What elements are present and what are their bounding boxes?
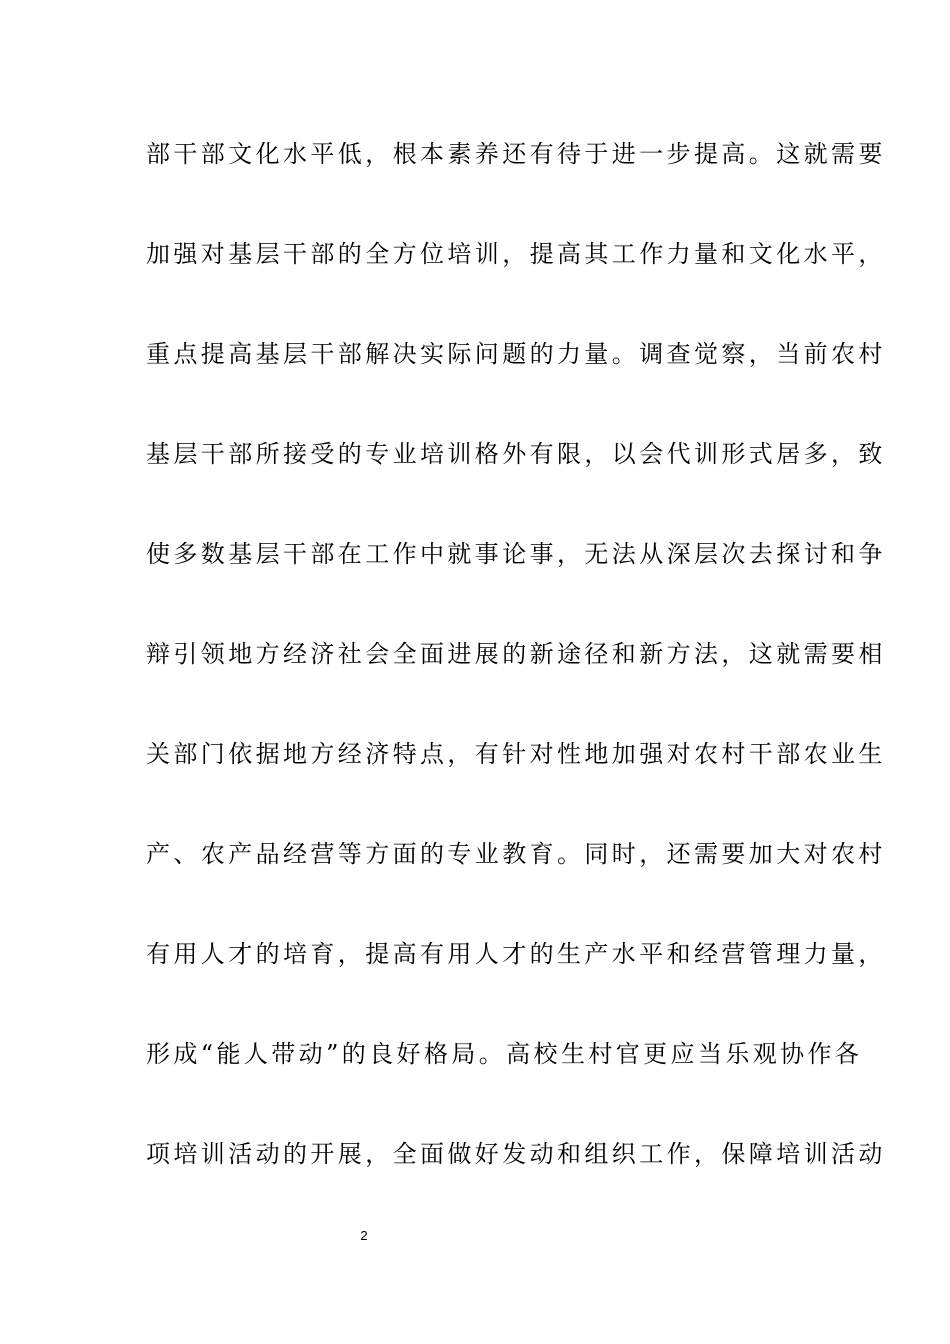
text-line: 有用人才的培育，提高有用人才的生产水平和经营管理力量，: [146, 940, 886, 968]
body-text: [146, 134, 886, 1234]
text-line: 辩引领地方经济社会全面进展的新途径和新方法，这就需要相: [146, 640, 886, 668]
text-line: 关部门依据地方经济特点，有针对性地加强对农村干部农业生: [146, 740, 886, 768]
text-line: 产、农产品经营等方面的专业教育。同时，还需要加大对农村: [146, 840, 886, 868]
text-line: 形成“能人带动”的良好格局。高校生村官更应当乐观协作各: [146, 1040, 863, 1068]
text-line: 加强对基层干部的全方位培训，提高其工作力量和文化水平，: [146, 240, 886, 268]
text-line: 基层干部所接受的专业培训格外有限，以会代训形式居多，致: [146, 440, 886, 468]
text-line: 项培训活动的开展，全面做好发动和组织工作，保障培训活动: [146, 1140, 886, 1168]
text-line: 使多数基层干部在工作中就事论事，无法从深层次去探讨和争: [146, 540, 886, 568]
page-number: 2: [360, 1228, 368, 1243]
text-line: 部干部文化水平低，根本素养还有待于进一步提高。这就需要: [146, 140, 886, 168]
text-line: 重点提高基层干部解决实际问题的力量。调查觉察，当前农村: [146, 340, 886, 368]
